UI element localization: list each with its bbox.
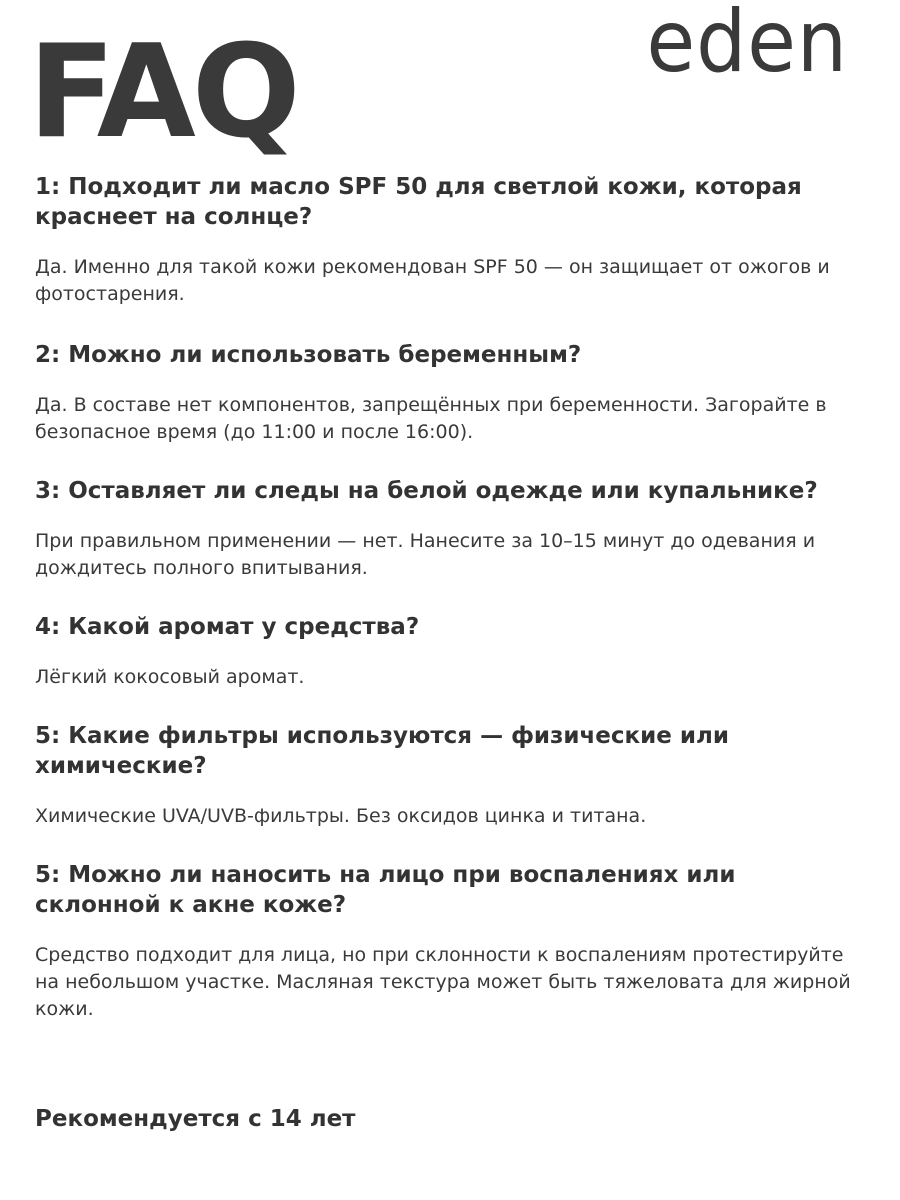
faq-item bbox=[35, 172, 855, 308]
faq-question: 3: Оставляет ли следы на белой одежде или купальнике? bbox=[35, 478, 818, 504]
faq-question: 5: Какие фильтры используются — физические или химические? bbox=[35, 723, 729, 779]
page-title: FAQ bbox=[28, 18, 297, 167]
faq-item bbox=[35, 340, 855, 446]
faq-list bbox=[35, 172, 855, 1023]
faq-item bbox=[35, 612, 855, 691]
faq-question: 5: Можно ли наносить на лицо при воспалениях или склонной к акне коже? bbox=[35, 862, 736, 918]
faq-answer: Да. Именно для такой кожи рекомендован SPF 50 — он защищает от ожогов и фотостарения. bbox=[35, 256, 830, 305]
faq-item bbox=[35, 476, 855, 582]
faq-answer: Лёгкий кокосовый аромат. bbox=[35, 666, 305, 688]
faq-item bbox=[35, 860, 855, 1023]
faq-question: 1: Подходит ли масло SPF 50 для светлой кожи, которая краснеет на солнце? bbox=[35, 174, 802, 230]
faq-answer: Да. В составе нет компонентов, запрещённых при беременности. Загорайте в безопасное время (до 11:00 и после 16:00). bbox=[35, 394, 827, 443]
faq-answer: Средство подходит для лица, но при склонности к воспалениям протестируйте на небольшом участке. Масляная текстура может быть тяжеловата для жирной кожи. bbox=[35, 944, 851, 1020]
age-recommendation: Рекомендуется с 14 лет bbox=[35, 1106, 356, 1132]
faq-item bbox=[35, 721, 855, 830]
faq-answer: Химические UVA/UVB-фильтры. Без оксидов цинка и титана. bbox=[35, 805, 647, 827]
faq-question: 2: Можно ли использовать беременным? bbox=[35, 342, 582, 368]
brand-logo: eden bbox=[646, 0, 848, 92]
faq-question: 4: Какой аромат у средства? bbox=[35, 614, 420, 640]
faq-answer: При правильном применении — нет. Нанесите за 10–15 минут до одевания и дождитесь полного впитывания. bbox=[35, 530, 816, 579]
